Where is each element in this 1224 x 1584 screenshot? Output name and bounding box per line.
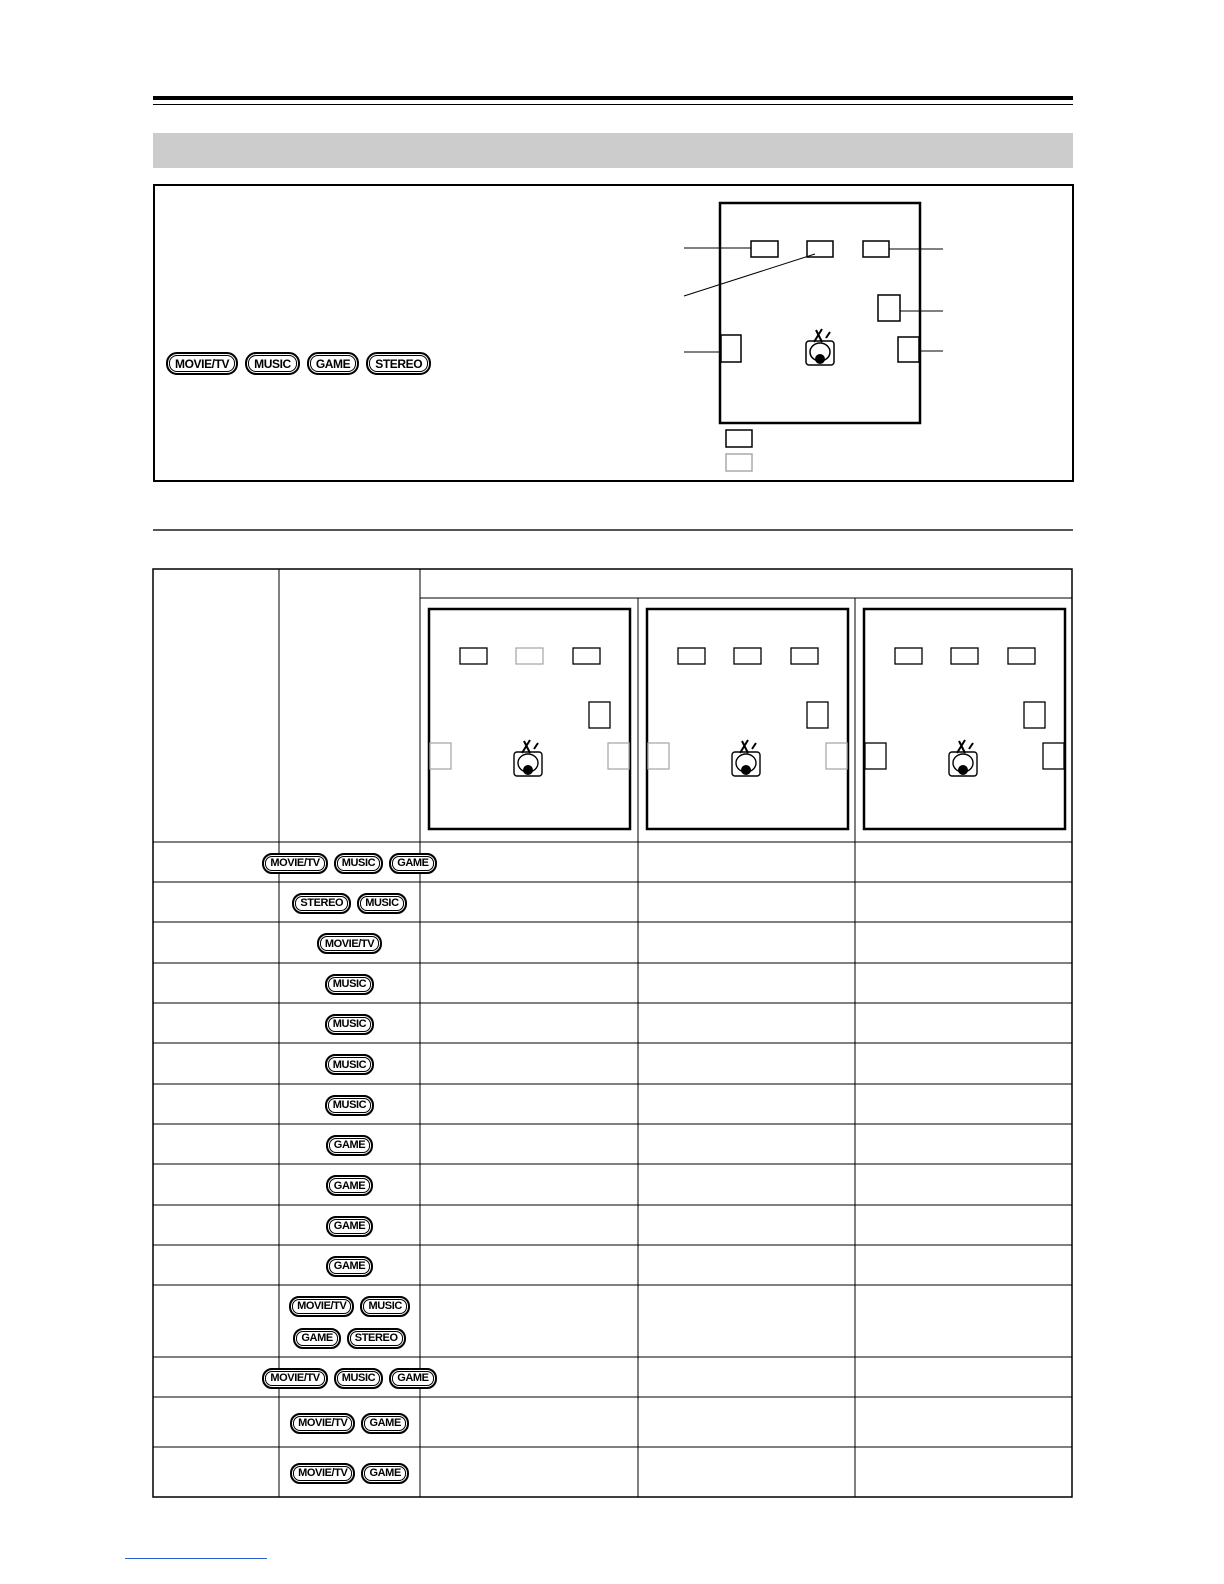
- row-13-buttons: [262, 1368, 436, 1389]
- config-1-listener-icon: [514, 740, 542, 776]
- music-button-icon: MUSIC: [245, 352, 300, 375]
- config-1-front-left-speaker-icon: [460, 648, 487, 664]
- row-12-buttons-line-1: [289, 1296, 410, 1317]
- music-button-icon: MUSIC: [357, 893, 406, 914]
- row-15-buttons: [290, 1463, 409, 1484]
- movie-tv-button-icon: MOVIE/TV: [289, 1296, 354, 1317]
- config-2-center-speaker-icon: [734, 648, 761, 664]
- config-2-surround-left-speaker-icon: [648, 743, 669, 769]
- row-1-buttons: [262, 853, 436, 874]
- game-button-icon: GAME: [307, 352, 359, 375]
- music-button-icon: MUSIC: [325, 974, 374, 995]
- game-button-icon: GAME: [326, 1175, 373, 1196]
- game-button-icon: GAME: [326, 1256, 373, 1277]
- stereo-button-icon: STEREO: [366, 352, 431, 375]
- config-3-front-left-speaker-icon: [895, 648, 922, 664]
- game-button-icon: GAME: [326, 1216, 373, 1237]
- config-3-front-right-speaker-icon: [1008, 648, 1035, 664]
- game-button-icon: GAME: [326, 1135, 373, 1156]
- row-8-buttons: [326, 1135, 373, 1156]
- game-button-icon: GAME: [389, 1368, 436, 1389]
- bottom-link-underline: [125, 1558, 267, 1559]
- game-button-icon: GAME: [361, 1413, 408, 1434]
- music-button-icon: MUSIC: [325, 1054, 374, 1075]
- config-1-subwoofer-icon: [589, 702, 610, 728]
- row-4-buttons: [325, 974, 374, 995]
- game-button-icon: GAME: [293, 1328, 340, 1349]
- row-12-buttons-line-2: [293, 1328, 405, 1349]
- config-2-front-right-speaker-icon: [791, 648, 818, 664]
- row-10-buttons: [326, 1216, 373, 1237]
- movie-tv-button-icon: MOVIE/TV: [166, 352, 238, 375]
- music-button-icon: MUSIC: [325, 1095, 374, 1116]
- game-button-icon: GAME: [389, 853, 436, 874]
- config-2-surround-right-speaker-icon: [826, 743, 847, 769]
- movie-tv-button-icon: MOVIE/TV: [262, 853, 327, 874]
- table-border: [153, 569, 1072, 1497]
- music-button-icon: MUSIC: [325, 1014, 374, 1035]
- movie-tv-button-icon: MOVIE/TV: [317, 933, 382, 954]
- config-3-surround-left-speaker-icon: [865, 743, 886, 769]
- music-button-icon: MUSIC: [360, 1296, 409, 1317]
- movie-tv-button-icon: MOVIE/TV: [262, 1368, 327, 1389]
- movie-tv-button-icon: MOVIE/TV: [290, 1413, 355, 1434]
- stereo-button-icon: STEREO: [347, 1328, 406, 1349]
- config-1-surround-right-speaker-icon: [608, 743, 629, 769]
- row-2-buttons: [292, 893, 406, 914]
- config-2-subwoofer-icon: [807, 702, 828, 728]
- config-1-surround-left-speaker-icon: [430, 743, 451, 769]
- config-3-center-speaker-icon: [951, 648, 978, 664]
- row-9-buttons: [326, 1175, 373, 1196]
- config-1-front-right-speaker-icon: [573, 648, 600, 664]
- row-6-buttons: [325, 1054, 374, 1075]
- music-button-icon: MUSIC: [334, 1368, 383, 1389]
- config-1-center-speaker-icon: [516, 648, 543, 664]
- row-14-buttons: [290, 1413, 409, 1434]
- stereo-button-icon: STEREO: [292, 893, 351, 914]
- config-2-front-left-speaker-icon: [678, 648, 705, 664]
- row-3-buttons: [317, 933, 382, 954]
- game-button-icon: GAME: [361, 1463, 408, 1484]
- movie-tv-button-icon: MOVIE/TV: [290, 1463, 355, 1484]
- music-button-icon: MUSIC: [334, 853, 383, 874]
- row-5-buttons: [325, 1014, 374, 1035]
- config-2-listener-icon: [732, 740, 760, 776]
- row-11-buttons: [326, 1256, 373, 1277]
- config-3-subwoofer-icon: [1024, 702, 1045, 728]
- config-3-listener-icon: [949, 740, 977, 776]
- row-7-buttons: [325, 1095, 374, 1116]
- config-3-surround-right-speaker-icon: [1043, 743, 1064, 769]
